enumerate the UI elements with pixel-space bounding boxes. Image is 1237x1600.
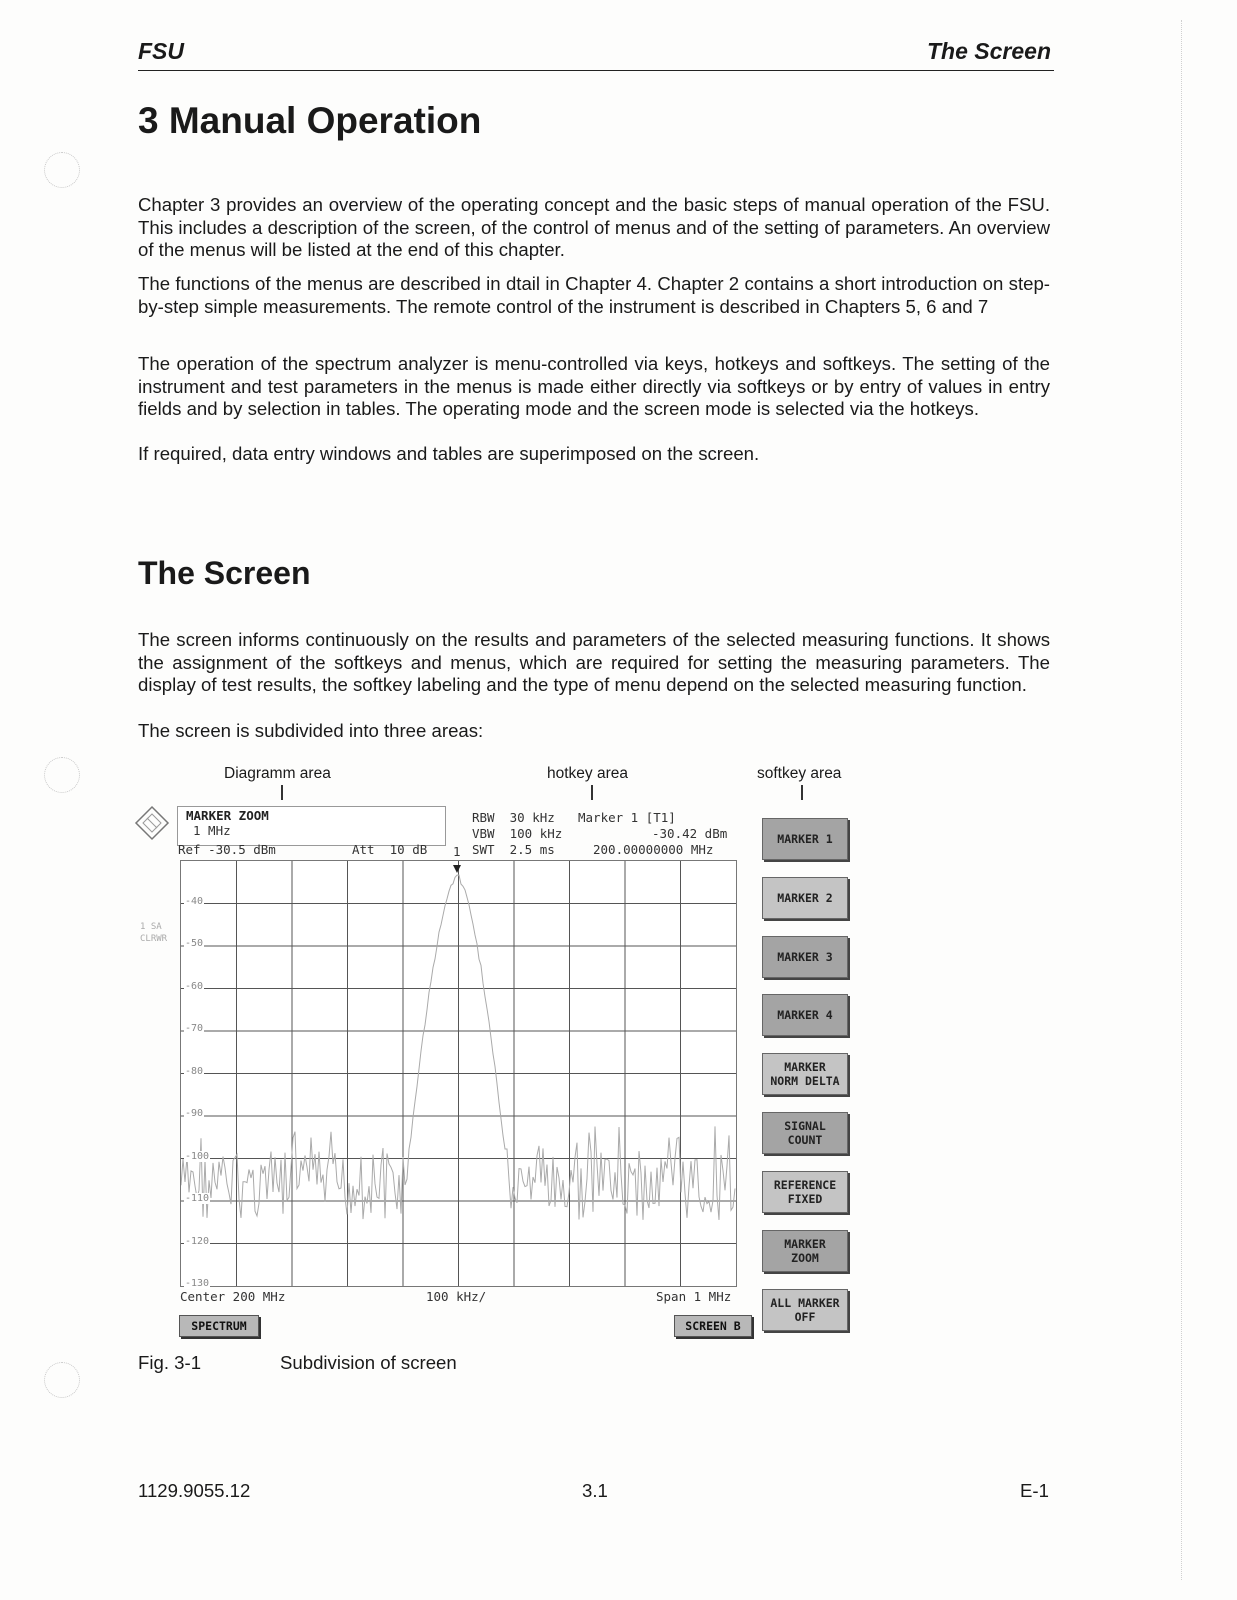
y-tick-label: -50 bbox=[185, 938, 204, 949]
hotkey-area-label: hotkey area bbox=[547, 765, 628, 782]
trace-number: 1 bbox=[453, 844, 461, 859]
y-tick-label: -110 bbox=[185, 1193, 210, 1204]
softkey-reference-fixed[interactable]: REFERENCE FIXED bbox=[762, 1171, 848, 1213]
vbw-value: VBW 100 kHz bbox=[472, 826, 563, 841]
y-tick-label: -90 bbox=[185, 1108, 204, 1119]
spectrum-graph bbox=[181, 861, 736, 1286]
spectrum-diagram bbox=[180, 860, 737, 1287]
softkey-marker-3[interactable]: MARKER 3 bbox=[762, 936, 848, 978]
softkey-area-label: softkey area bbox=[757, 765, 842, 782]
y-tick-label: -60 bbox=[185, 980, 204, 992]
screen-b-hotkey[interactable]: SCREEN B bbox=[674, 1315, 752, 1337]
softkey-marker-2[interactable]: MARKER 2 bbox=[762, 877, 848, 919]
section-paragraph-1: The screen informs continuously on the results and parameters of the selected measuring functions. It shows the assignment of the softkeys and menus, which are required for setting the measuring parameters. The display of test results, the softkey labeling and the type of menu depend on the selected measuring function. bbox=[138, 629, 1050, 696]
marker-level: -30.42 dBm bbox=[652, 826, 728, 841]
edition: E-1 bbox=[1020, 1480, 1049, 1501]
intro-paragraph-4: If required, data entry windows and tables are superimposed on the screen. bbox=[138, 443, 760, 464]
center-frequency: Center 200 MHz bbox=[180, 1289, 286, 1304]
info-box-value: 1 MHz bbox=[193, 823, 231, 838]
spectrum-hotkey[interactable]: SPECTRUM bbox=[179, 1315, 259, 1337]
softkey-signal-count[interactable]: SIGNAL COUNT bbox=[762, 1112, 848, 1154]
page-number: 3.1 bbox=[582, 1480, 608, 1501]
swt-value: SWT 2.5 ms bbox=[472, 842, 555, 857]
marker-frequency: 200.00000000 MHz bbox=[593, 842, 714, 857]
softkey-marker-1[interactable]: MARKER 1 bbox=[762, 818, 848, 860]
page-edge-line bbox=[1181, 20, 1182, 1580]
rs-logo-icon bbox=[134, 805, 170, 841]
intro-paragraph-3: The operation of the spectrum analyzer is menu-controlled via keys, hotkeys and softkeys. The setting of the instrument and test parameters in the menus is made either directly via softkeys or by entry of values in entry fields and by selection in tables. The operating mode and the screen mode is selected via the hotkeys. bbox=[138, 353, 1050, 420]
chapter-title: 3 Manual Operation bbox=[138, 100, 482, 141]
attenuation: Att 10 dB bbox=[352, 842, 428, 857]
softkey-marker-norm-delta[interactable]: MARKER NORM DELTA bbox=[762, 1053, 848, 1095]
trace-clear-write-label: CLRWR bbox=[140, 934, 168, 944]
header-left: FSU bbox=[138, 38, 184, 64]
diagram-area-label: Diagramm area bbox=[224, 765, 331, 782]
hotkey-area-pointer bbox=[591, 785, 593, 800]
ref-level: Ref -30.5 dBm bbox=[178, 842, 276, 857]
span-value: Span 1 MHz bbox=[656, 1289, 732, 1304]
marker-label: Marker 1 [T1] bbox=[578, 810, 676, 825]
info-box-title: MARKER ZOOM bbox=[186, 808, 269, 823]
figure-caption: Subdivision of screen bbox=[280, 1352, 457, 1373]
y-tick-label: -100 bbox=[185, 1150, 210, 1162]
softkey-all-marker-off[interactable]: ALL MARKER OFF bbox=[762, 1289, 848, 1331]
document-number: 1129.9055.12 bbox=[138, 1480, 251, 1501]
softkey-marker-4[interactable]: MARKER 4 bbox=[762, 994, 848, 1036]
punch-hole-top bbox=[44, 152, 80, 188]
header-rule bbox=[138, 70, 1054, 71]
trace-mode-label: 1 SA bbox=[140, 922, 162, 932]
header-right: The Screen bbox=[927, 38, 1051, 64]
marker-1-symbol bbox=[453, 865, 461, 873]
y-tick-label: -130 bbox=[185, 1278, 210, 1289]
softkey-marker-zoom[interactable]: MARKER ZOOM bbox=[762, 1230, 848, 1272]
punch-hole-middle bbox=[44, 757, 80, 793]
figure-label: Fig. 3-1 bbox=[138, 1352, 202, 1373]
y-tick-label: -120 bbox=[185, 1235, 210, 1247]
rbw-value: RBW 30 kHz bbox=[472, 810, 555, 825]
y-tick-label: -80 bbox=[185, 1065, 204, 1077]
y-tick-label: -40 bbox=[185, 895, 204, 907]
section-paragraph-2: The screen is subdivided into three areas: bbox=[138, 720, 484, 741]
intro-paragraph-2: The functions of the menus are described in dtail in Chapter 4. Chapter 2 contains a short introduction on step-by-step simple measurements. The remote control of the instrument is described in Chapters 5, 6 and 7 bbox=[138, 273, 1050, 317]
section-title: The Screen bbox=[138, 555, 311, 591]
punch-hole-bottom bbox=[44, 1362, 80, 1398]
intro-paragraph-1: Chapter 3 provides an overview of the operating concept and the basic steps of manual operation of the FSU. This includes a description of the screen, of the control of menus and of the setting of parameters. An overview of the menus will be listed at the end of this chapter. bbox=[138, 194, 1050, 261]
frequency-per-div: 100 kHz/ bbox=[426, 1289, 487, 1304]
y-tick-label: -70 bbox=[185, 1023, 204, 1034]
diagram-area-pointer bbox=[281, 785, 283, 800]
softkey-area-pointer bbox=[801, 785, 803, 800]
